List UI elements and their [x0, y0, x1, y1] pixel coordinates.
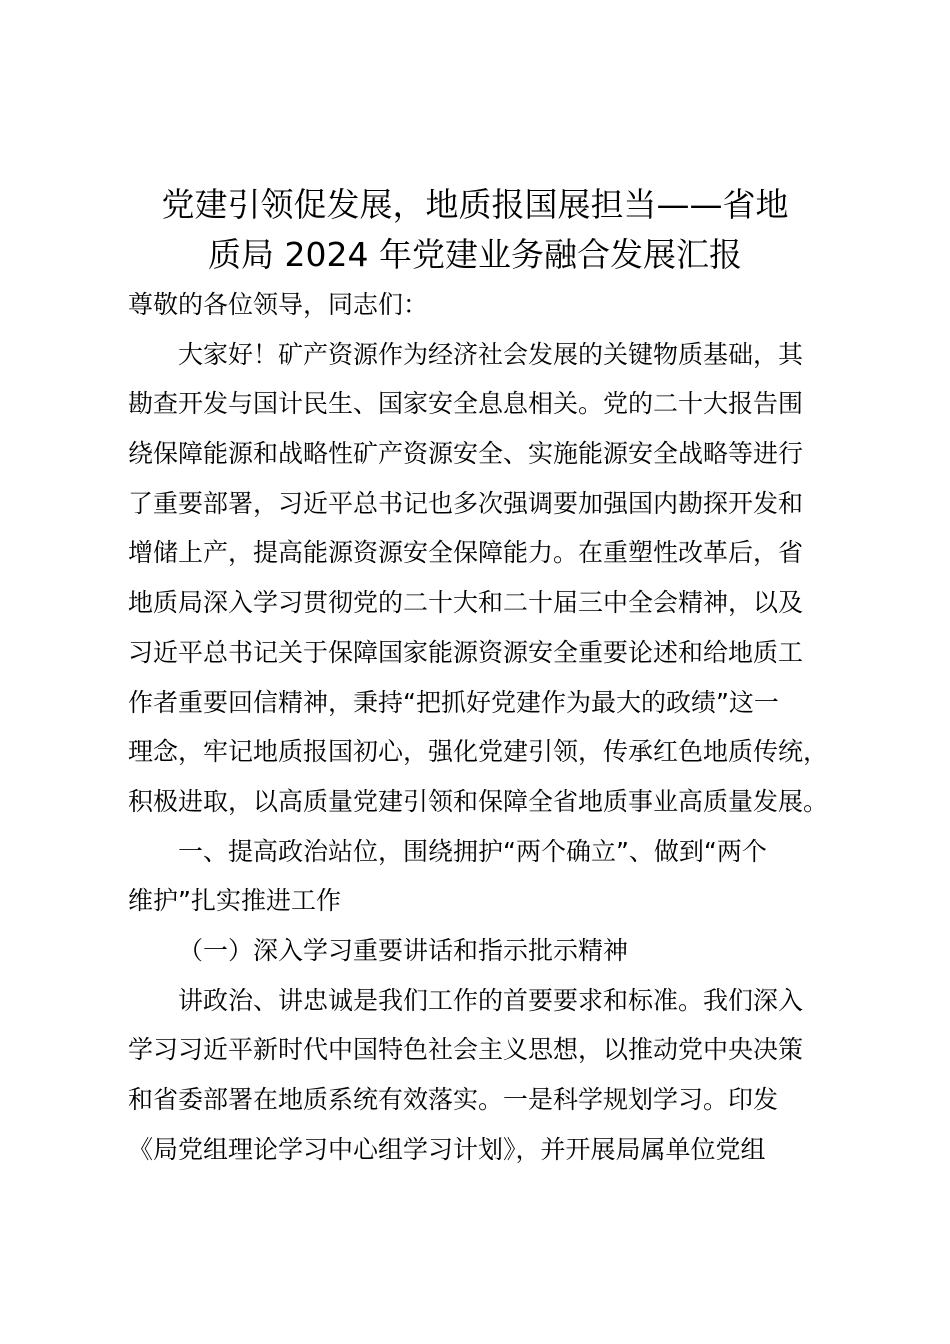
text-line: 《局党组理论学习中心组学习计划》，并开展局属单位党组 — [128, 1134, 766, 1164]
text-line: 讲政治、讲忠诚是我们工作的首要要求和标准。我们深入 — [178, 985, 804, 1015]
text-line: 和省委部署在地质系统有效落实。一是科学规划学习。印发 — [128, 1085, 779, 1114]
text-line: 了重要部署，习近平总书记也多次强调要加强国内勘探开发和 — [128, 488, 804, 518]
text-line: 习近平总书记关于保障国家能源资源安全重要论述和给地质工 — [128, 637, 804, 667]
section-heading — [128, 827, 838, 926]
heading-line: 维护”扎实推进工作 — [128, 886, 341, 916]
paragraph-intro — [128, 330, 838, 827]
text-line: 地质局深入学习贯彻党的二十大和二十届三中全会精神，以及 — [128, 588, 804, 618]
paragraph-subsection-body — [128, 976, 838, 1175]
heading-line: 一、提高政治站位，围绕拥护“两个确立”、做到“两个 — [178, 836, 767, 866]
text-line: 绕保障能源和战略性矿产资源安全、实施能源安全战略等进行 — [128, 439, 804, 469]
salutation: 尊敬的各位领导，同志们： — [128, 290, 429, 319]
text-line: 大家好！矿产资源作为经济社会发展的关键物质基础，其 — [178, 339, 804, 369]
text-line: 理念，牢记地质报国初心，强化党建引领，传承红色地质传统， — [128, 737, 829, 767]
document-title — [110, 180, 840, 280]
text-line: 作者重要回信精神，秉持“把抓好党建作为最大的政绩”这一 — [128, 687, 779, 717]
text-line: 勘查开发与国计民生、国家安全息息相关。党的二十大报告围 — [128, 389, 804, 419]
text-line: 增储上产，提高能源资源安全保障能力。在重塑性改革后，省 — [128, 538, 804, 568]
text-line: 积极进取，以高质量党建引领和保障全省地质事业高质量发展。 — [128, 786, 829, 816]
subsection-heading — [128, 926, 838, 976]
title-line-2: 质局 2024 年党建业务融合发展汇报 — [208, 235, 742, 274]
heading-line: （一）深入学习重要讲话和指示批示精神 — [178, 935, 629, 965]
document-body — [128, 280, 838, 1174]
text-line: 学习习近平新时代中国特色社会主义思想，以推动党中央决策 — [128, 1035, 804, 1065]
title-line-1: 党建引领促发展，地质报国展担当——省地 — [161, 185, 789, 224]
